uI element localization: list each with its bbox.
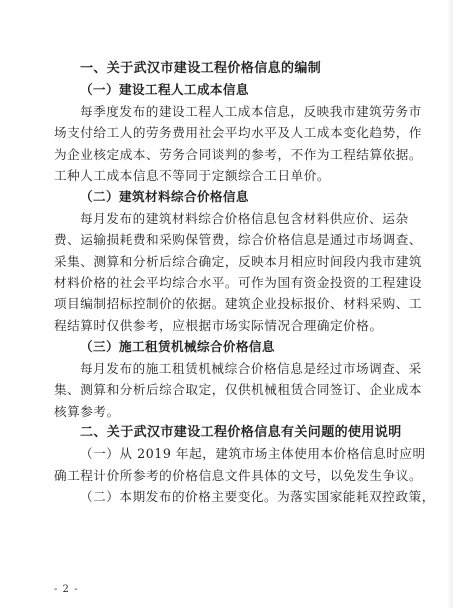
paragraph-line: 每季度发布的建设工程人工成本信息，反映我市建筑劳务市 xyxy=(80,103,422,119)
paragraph-line: 每月发布的建筑材料综合价格信息包含材料供应价、运杂 xyxy=(80,210,409,226)
paragraph-line: 为企业核定成本、劳务合同谈判的参考，不作为工程结算依据。 xyxy=(54,146,423,162)
paragraph-line: 材料价格的社会平均综合水平。可作为国有资金投资的工程建设 xyxy=(54,275,423,291)
subsection-heading-3: （三）施工租赁机械综合价格信息 xyxy=(80,339,275,355)
subsection-heading-2: （二）建筑材料综合价格信息 xyxy=(80,189,249,205)
subsection-heading-1: （一）建设工程人工成本信息 xyxy=(80,82,249,98)
paragraph-line: 场支付给工人的劳务费用社会平均水平及人工成本变化趋势，作 xyxy=(54,125,423,141)
page-edge-shadow xyxy=(447,0,453,608)
paragraph-line: 核算参考。 xyxy=(54,403,120,419)
paragraph-line: 工种人工成本信息不等同于定额综合工日单价。 xyxy=(54,168,331,184)
paragraph-line: （一）从 2019 年起，建筑市场主体使用本价格信息时应明 xyxy=(80,446,426,462)
paragraph-line: 每月发布的施工租赁机械综合价格信息是经过市场调查、采 xyxy=(80,360,422,376)
paragraph-line: （二）本期发布的价格主要变化。为落实国家能耗双控政策， xyxy=(80,489,435,505)
paragraph-line: 费、运输损耗费和采购保管费，综合价格信息是通过市场调查、 xyxy=(54,232,423,248)
section-heading-2: 二、关于武汉市建设工程价格信息有关问题的使用说明 xyxy=(80,424,402,440)
paragraph-line: 程结算时仅供参考，应根据市场实际情况合理确定价格。 xyxy=(54,317,383,333)
paragraph-line: 集、测算和分析后综合取定，仅供机械租赁合同签订、企业成本 xyxy=(54,382,423,398)
section-heading-1: 一、关于武汉市建设工程价格信息的编制 xyxy=(80,61,322,76)
paragraph-line: 确工程计价所参考的价格信息文件具体的文号，以免发生争议。 xyxy=(54,467,423,483)
document-body xyxy=(54,58,435,508)
paragraph-line: 采集、测算和分析后综合确定，反映本月相应时间段内我市建筑 xyxy=(54,253,423,269)
page-number: - 2 - xyxy=(54,584,79,595)
paragraph-line: 项目编制招标控制价的依据。建筑企业投标报价、材料采购、工 xyxy=(54,296,423,312)
